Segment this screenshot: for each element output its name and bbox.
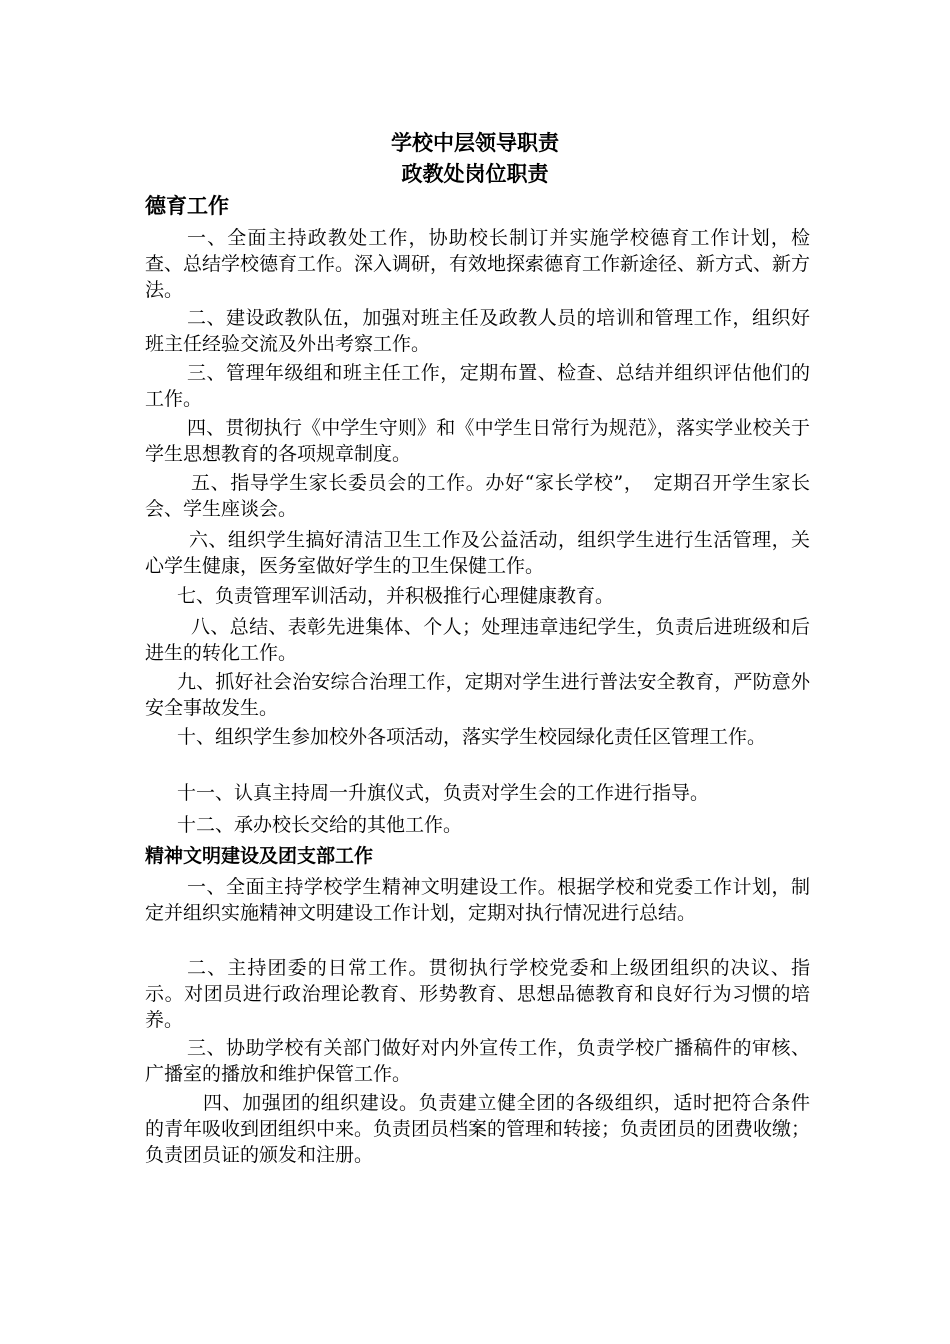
paragraph: 二、建设政教队伍，加强对班主任及政教人员的培训和管理工作，组织好班主任经验交流及外出考察工作。: [145, 307, 810, 355]
paragraph: 七、负责管理军训活动，并积极推行心理健康教育。: [177, 585, 615, 607]
paragraph: 一、全面主持学校学生精神文明建设工作。根据学校和党委工作计划，制定并组织实施精神文明建设工作计划，定期对执行情况进行总结。: [145, 876, 810, 924]
paragraph: 三、管理年级组和班主任工作，定期布置、检查、总结并组织评估他们的工作。: [145, 362, 810, 410]
paragraph: 八、总结、表彰先进集体、个人；处理违章违纪学生，负责后进班级和后进生的转化工作。: [145, 616, 810, 664]
paragraph: 四、加强团的组织建设。负责建立健全团的各级组织，适时把符合条件的青年吸收到团组织中来。负责团员档案的管理和转接；负责团员的团费收缴；负责团员证的颁发和注册。: [145, 1092, 811, 1166]
paragraph: 三、协助学校有关部门做好对内外宣传工作，负责学校广播稿件的审核、广播室的播放和维护保管工作。: [145, 1037, 810, 1085]
section-heading-civilization-league: 精神文明建设及团支部工作: [145, 845, 374, 867]
paragraph: 一、全面主持政教处工作，协助校长制订并实施学校德育工作计划，检查、总结学校德育工作。深入调研，有效地探索德育工作新途径、新方式、新方法。: [145, 227, 811, 301]
paragraph: 十、组织学生参加校外各项活动，落实学生校园绿化责任区管理工作。: [177, 726, 767, 748]
paragraph: 四、贯彻执行《中学生守则》和《中学生日常行为规范》，落实学业校关于学生思想教育的各项规章制度。: [145, 417, 810, 465]
paragraph: 十二、承办校长交给的其他工作。: [177, 814, 463, 836]
section-heading-moral-education: 德育工作: [145, 194, 229, 218]
paragraph: 十一、认真主持周一升旗仪式，负责对学生会的工作进行指导。: [177, 782, 710, 804]
paragraph: 二、主持团委的日常工作。贯彻执行学校党委和上级团组织的决议、指示。对团员进行政治理论教育、形势教育、思想品德教育和良好行为习惯的培养。: [145, 957, 810, 1031]
paragraph: 五、指导学生家长委员会的工作。办好“家长学校”， 定期召开学生家长会、学生座谈会。: [145, 472, 810, 520]
document-subtitle: 政教处岗位职责: [401, 162, 549, 186]
document-title: 学校中层领导职责: [391, 131, 559, 155]
paragraph: 九、抓好社会治安综合治理工作，定期对学生进行普法安全教育，严防意外安全事故发生。: [145, 671, 810, 719]
paragraph: 六、组织学生搞好清洁卫生工作及公益活动，组织学生进行生活管理，关心学生健康，医务室做好学生的卫生保健工作。: [145, 529, 810, 577]
